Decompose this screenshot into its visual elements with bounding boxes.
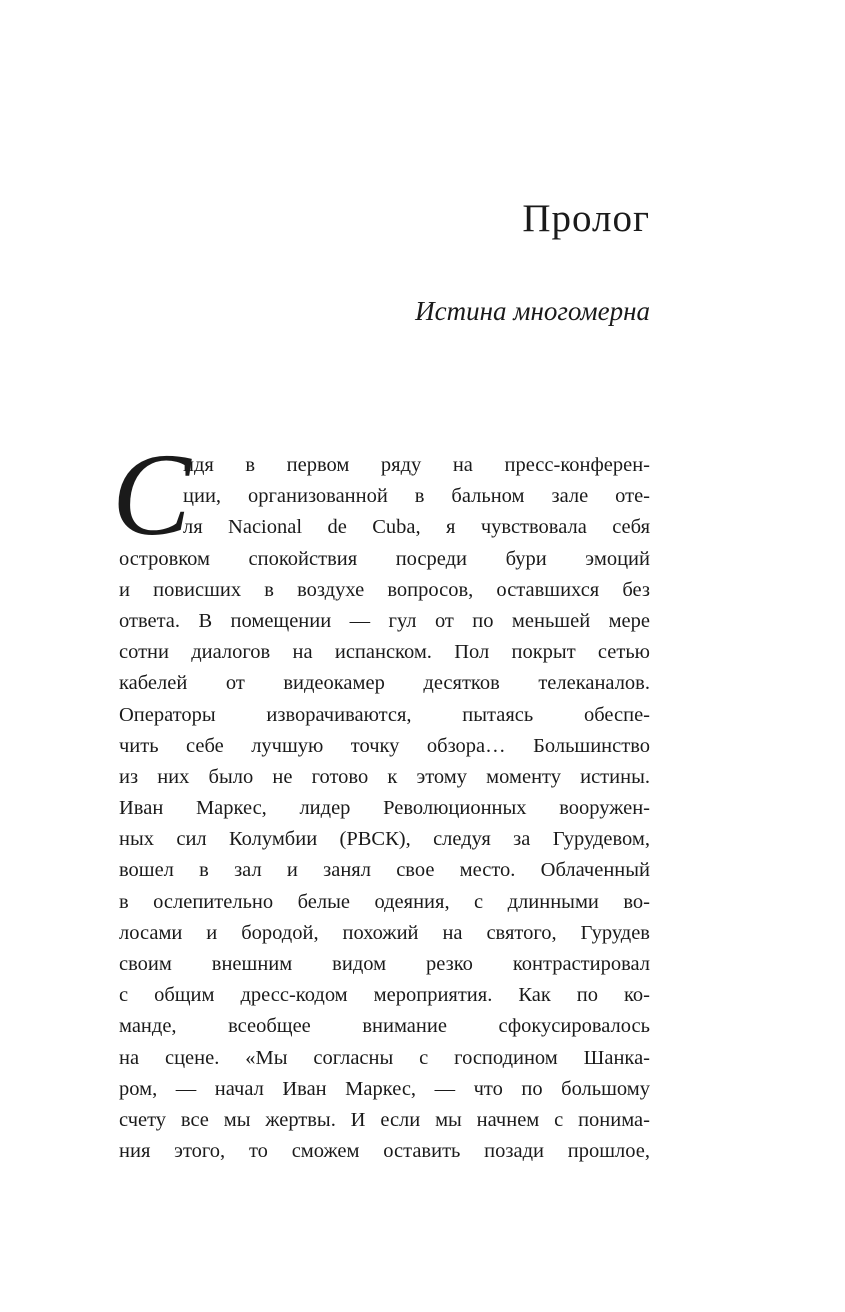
text-line: в ослепительно белые одеяния, с длинными во- xyxy=(119,890,650,913)
text-line: из них было не готово к этому моменту истины. xyxy=(119,765,650,788)
text-line: островком спокойствия посреди бури эмоций xyxy=(119,547,650,570)
text-line: манде, всеобщее внимание сфокусировалось xyxy=(119,1015,650,1038)
drop-cap: С xyxy=(112,429,191,560)
text-line: вошел в зал и занял свое место. Облаченный xyxy=(119,859,650,882)
text-line: лосами и бородой, похожий на святого, Гурудев xyxy=(119,921,650,944)
text-line: Операторы изворачиваются, пытаясь обеспе- xyxy=(119,703,650,726)
text-line: ния этого, то сможем оставить позади прошлое, xyxy=(119,1140,650,1163)
text-line: и повисших в воздухе вопросов, оставшихся без xyxy=(119,578,650,601)
text-line: своим внешним видом резко контрастировал xyxy=(119,953,650,975)
text-line: счету все мы жертвы. И если мы начнем с понима- xyxy=(119,1108,650,1131)
text-line: на сцене. «Мы согласны с господином Шанка- xyxy=(119,1046,650,1069)
text-line: ответа. В помещении — гул от по меньшей мере xyxy=(119,609,650,632)
text-line: кабелей от видеокамер десятков телеканалов. xyxy=(119,672,650,695)
text-line: ных сил Колумбии (РВСК), следуя за Гурудевом, xyxy=(119,828,650,851)
text-line: чить себе лучшую точку обзора… Большинство xyxy=(119,734,650,757)
text-line: ции, организованной в бальном зале оте- xyxy=(183,485,650,508)
text-line: с общим дресс-кодом мероприятия. Как по ко- xyxy=(119,984,650,1007)
body-text xyxy=(119,450,650,1167)
chapter-title: Пролог xyxy=(522,197,650,240)
text-line: ля Nacional de Cuba, я чувствовала себя xyxy=(183,516,650,539)
epigraph: Истина многомерна xyxy=(415,296,650,326)
text-line: сотни диалогов на испанском. Пол покрыт сетью xyxy=(119,641,650,664)
text-line: идя в первом ряду на пресс-конферен- xyxy=(183,454,650,476)
text-line: ром, — начал Иван Маркес, — что по большому xyxy=(119,1077,650,1100)
text-line: Иван Маркес, лидер Революционных вооружен- xyxy=(119,797,650,820)
